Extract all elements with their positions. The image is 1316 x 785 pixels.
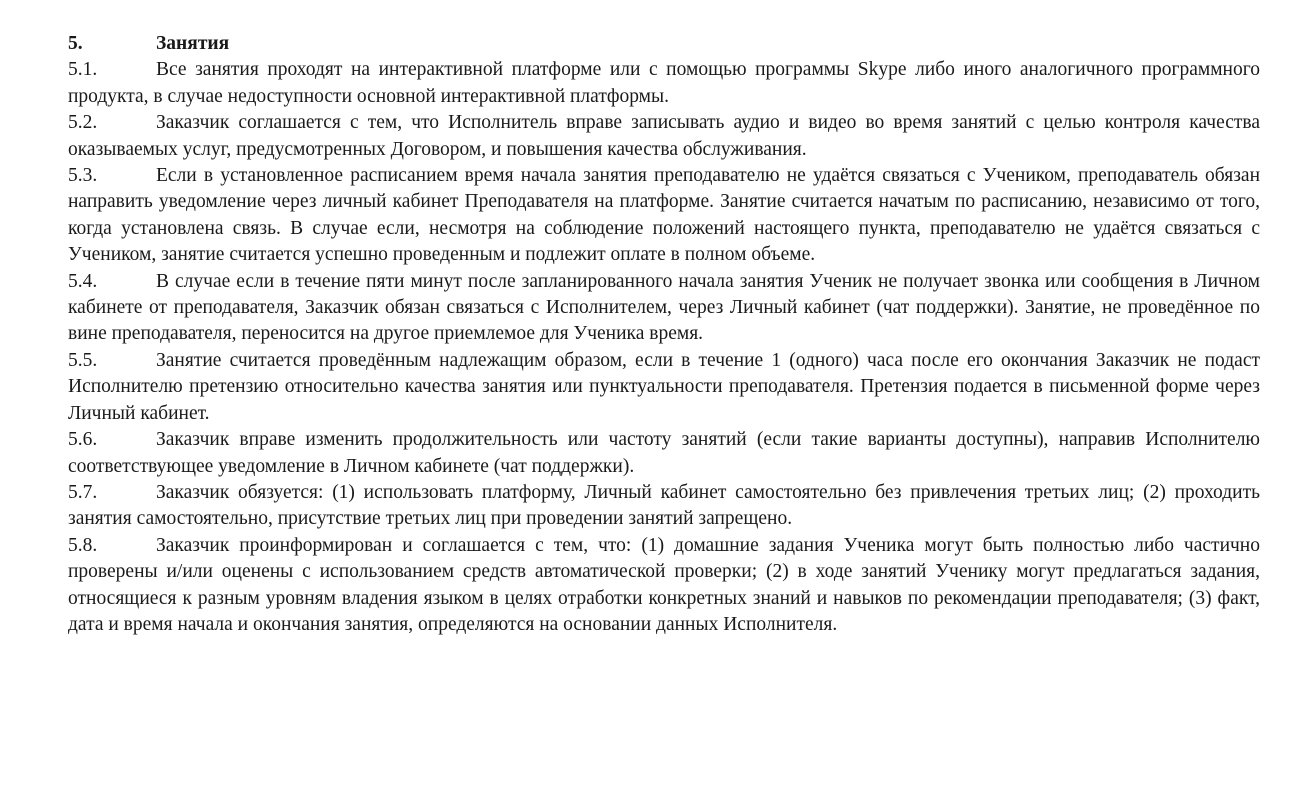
clause-5-3 xyxy=(68,163,1260,269)
clause-text: Заказчик вправе изменить продолжительность или частоту занятий (если такие варианты доступны), направив Исполнителю соответствующее уведомление в Личном кабинете (чат поддержки). xyxy=(68,429,1260,477)
clause-text: Заказчик проинформирован и соглашается с тем, что: (1) домашние задания Ученика могут быть полностью либо частично проверены и/или оценены с использованием средств автоматической проверки; (2) в ходе занятий Ученику могут предлагаться задания, относящиеся к разным уровням владения языком в целях отработки конкретных знаний и навыков по рекомендации преподавателя; (3) факт, дата и время начала и окончания занятия, определяются на основании данных Исполнителя. xyxy=(68,534,1260,635)
clause-number: 5.8. xyxy=(68,534,98,556)
clause-text: Заказчик соглашается с тем, что Исполнитель вправе записывать аудио и видео во время занятий с целью контроля качества оказываемых услуг, предусмотренных Договором, и повышения качества обслуживания. xyxy=(68,112,1260,160)
clause-5-7 xyxy=(68,480,1260,533)
clause-text: В случае если в течение пяти минут после запланированного начала занятия Ученик не получает звонка или сообщения в Личном кабинете от преподавателя, Заказчик обязан связаться с Исполнителем, через Личный кабинет (чат поддержки). Занятие, не проведённое по вине преподавателя, переносится на другое приемлемое для Ученика время. xyxy=(68,270,1260,345)
clause-text: Занятие считается проведённым надлежащим образом, если в течение 1 (одного) часа после его окончания Заказчик не подаст Исполнителю претензию относительно качества занятия или пунктуальности преподавателя. Претензия подается в письменной форме через Личный кабинет. xyxy=(68,349,1260,424)
clause-text: Если в установленное расписанием время начала занятия преподавателю не удаётся связаться с Учеником, преподаватель обязан направить уведомление через личный кабинет Преподавателя на платформе. Занятие считается начатым по расписанию, независимо от того, когда установлена связь. В случае если, несмотря на соблюдение положений настоящего пункта, преподавателю не удаётся связаться с Учеником, занятие считается успешно проведенным и подлежит оплате в полном объеме. xyxy=(68,165,1260,266)
clause-number: 5.1. xyxy=(68,59,98,81)
clause-text: Заказчик обязуется: (1) использовать платформу, Личный кабинет самостоятельно без привлечения третьих лиц; (2) проходить занятия самостоятельно, присутствие третьих лиц при проведении занятий запрещено. xyxy=(68,481,1260,530)
clause-number: 5.2. xyxy=(68,112,98,134)
clause-number: 5.6. xyxy=(68,429,98,451)
clause-5-5 xyxy=(68,348,1260,427)
clause-5-1 xyxy=(68,57,1260,110)
section-title: Занятия xyxy=(156,33,230,54)
section-heading xyxy=(68,31,1260,57)
clause-5-6 xyxy=(68,427,1260,480)
clause-5-2 xyxy=(68,110,1260,163)
clause-number: 5.3. xyxy=(68,165,98,187)
section-number: 5. xyxy=(68,33,83,54)
clause-5-4 xyxy=(68,269,1260,348)
clause-number: 5.4. xyxy=(68,270,98,292)
clause-5-8 xyxy=(68,533,1260,639)
clause-number: 5.7. xyxy=(68,481,98,503)
clause-text: Все занятия проходят на интерактивной платформе или с помощью программы Skype либо иного аналогичного программного продукта, в случае недоступности основной интерактивной платформы. xyxy=(68,59,1260,107)
clause-number: 5.5. xyxy=(68,349,98,371)
